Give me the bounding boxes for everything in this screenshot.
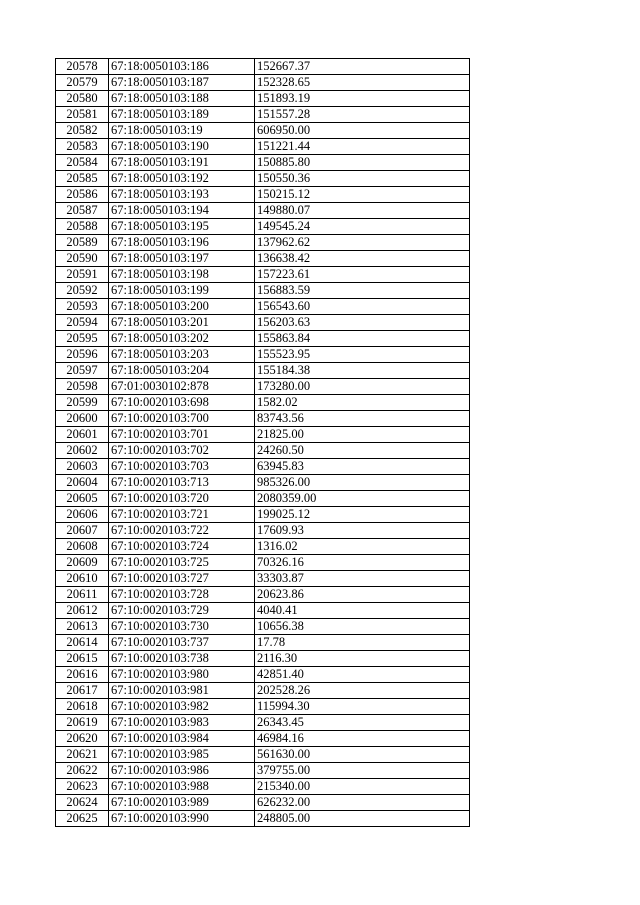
cadastral-value-cell: 20623.86 [255, 587, 470, 603]
cadastral-number-cell: 67:10:0020103:698 [109, 395, 255, 411]
cadastral-value-cell: 202528.26 [255, 683, 470, 699]
cadastral-value-cell: 157223.61 [255, 267, 470, 283]
row-number-cell: 20586 [56, 187, 109, 203]
row-number-cell: 20583 [56, 139, 109, 155]
cadastral-value-cell: 152328.65 [255, 75, 470, 91]
cadastral-number-cell: 67:10:0020103:701 [109, 427, 255, 443]
cadastral-value-cell: 17.78 [255, 635, 470, 651]
row-number-cell: 20581 [56, 107, 109, 123]
cadastral-number-cell: 67:10:0020103:738 [109, 651, 255, 667]
table-row [56, 651, 470, 667]
cadastral-value-cell: 379755.00 [255, 763, 470, 779]
table-row [56, 107, 470, 123]
cadastral-value-cell: 150550.36 [255, 171, 470, 187]
cadastral-value-cell: 150215.12 [255, 187, 470, 203]
cadastral-value-cell: 2116.30 [255, 651, 470, 667]
row-number-cell: 20619 [56, 715, 109, 731]
cadastral-number-cell: 67:18:0050103:194 [109, 203, 255, 219]
row-number-cell: 20594 [56, 315, 109, 331]
cadastral-number-cell: 67:18:0050103:200 [109, 299, 255, 315]
table-row [56, 299, 470, 315]
cadastral-number-cell: 67:10:0020103:703 [109, 459, 255, 475]
table-row [56, 715, 470, 731]
table-row [56, 667, 470, 683]
cadastral-number-cell: 67:18:0050103:204 [109, 363, 255, 379]
cadastral-number-cell: 67:10:0020103:988 [109, 779, 255, 795]
cadastral-value-cell: 248805.00 [255, 811, 470, 827]
cadastral-number-cell: 67:10:0020103:722 [109, 523, 255, 539]
cadastral-number-cell: 67:10:0020103:982 [109, 699, 255, 715]
row-number-cell: 20604 [56, 475, 109, 491]
cadastral-value-cell: 33303.87 [255, 571, 470, 587]
row-number-cell: 20621 [56, 747, 109, 763]
table-row [56, 539, 470, 555]
table-row [56, 811, 470, 827]
row-number-cell: 20612 [56, 603, 109, 619]
cadastral-number-cell: 67:10:0020103:737 [109, 635, 255, 651]
row-number-cell: 20617 [56, 683, 109, 699]
cadastral-value-cell: 626232.00 [255, 795, 470, 811]
cadastral-number-cell: 67:10:0020103:728 [109, 587, 255, 603]
row-number-cell: 20592 [56, 283, 109, 299]
cadastral-number-cell: 67:10:0020103:730 [109, 619, 255, 635]
cadastral-number-cell: 67:10:0020103:721 [109, 507, 255, 523]
table-row [56, 155, 470, 171]
table-row [56, 427, 470, 443]
table-row [56, 283, 470, 299]
row-number-cell: 20614 [56, 635, 109, 651]
cadastral-value-cell: 42851.40 [255, 667, 470, 683]
cadastral-value-cell: 606950.00 [255, 123, 470, 139]
cadastral-number-cell: 67:10:0020103:983 [109, 715, 255, 731]
cadastral-number-cell: 67:10:0020103:713 [109, 475, 255, 491]
table-row [56, 795, 470, 811]
table-row [56, 347, 470, 363]
cadastral-value-cell: 115994.30 [255, 699, 470, 715]
cadastral-number-cell: 67:10:0020103:720 [109, 491, 255, 507]
row-number-cell: 20587 [56, 203, 109, 219]
cadastral-value-cell: 215340.00 [255, 779, 470, 795]
table-row [56, 395, 470, 411]
cadastral-number-cell: 67:10:0020103:990 [109, 811, 255, 827]
table-row [56, 763, 470, 779]
row-number-cell: 20606 [56, 507, 109, 523]
table-row [56, 475, 470, 491]
row-number-cell: 20597 [56, 363, 109, 379]
table-row [56, 91, 470, 107]
cadastral-value-cell: 4040.41 [255, 603, 470, 619]
table-row [56, 635, 470, 651]
cadastral-number-cell: 67:18:0050103:192 [109, 171, 255, 187]
cadastral-value-cell: 151893.19 [255, 91, 470, 107]
cadastral-number-cell: 67:10:0020103:986 [109, 763, 255, 779]
cadastral-value-cell: 136638.42 [255, 251, 470, 267]
row-number-cell: 20620 [56, 731, 109, 747]
row-number-cell: 20607 [56, 523, 109, 539]
row-number-cell: 20578 [56, 59, 109, 75]
table-row [56, 443, 470, 459]
cadastral-number-cell: 67:18:0050103:187 [109, 75, 255, 91]
cadastral-value-cell: 46984.16 [255, 731, 470, 747]
row-number-cell: 20608 [56, 539, 109, 555]
row-number-cell: 20598 [56, 379, 109, 395]
row-number-cell: 20623 [56, 779, 109, 795]
cadastral-value-cell: 63945.83 [255, 459, 470, 475]
cadastral-number-cell: 67:18:0050103:193 [109, 187, 255, 203]
cadastral-value-cell: 26343.45 [255, 715, 470, 731]
cadastral-value-cell: 985326.00 [255, 475, 470, 491]
row-number-cell: 20602 [56, 443, 109, 459]
row-number-cell: 20609 [56, 555, 109, 571]
cadastral-value-cell: 156543.60 [255, 299, 470, 315]
row-number-cell: 20605 [56, 491, 109, 507]
table-row [56, 491, 470, 507]
row-number-cell: 20601 [56, 427, 109, 443]
table-row [56, 411, 470, 427]
cadastral-value-cell: 561630.00 [255, 747, 470, 763]
cadastral-number-cell: 67:18:0050103:191 [109, 155, 255, 171]
table-row [56, 363, 470, 379]
table-row [56, 123, 470, 139]
row-number-cell: 20611 [56, 587, 109, 603]
table-row [56, 187, 470, 203]
table-row [56, 587, 470, 603]
cadastral-number-cell: 67:18:0050103:189 [109, 107, 255, 123]
cadastral-number-cell: 67:10:0020103:984 [109, 731, 255, 747]
cadastral-value-cell: 149545.24 [255, 219, 470, 235]
table-row [56, 171, 470, 187]
cadastral-number-cell: 67:18:0050103:202 [109, 331, 255, 347]
table-row [56, 747, 470, 763]
row-number-cell: 20596 [56, 347, 109, 363]
cadastral-number-cell: 67:18:0050103:196 [109, 235, 255, 251]
cadastral-number-cell: 67:18:0050103:199 [109, 283, 255, 299]
row-number-cell: 20610 [56, 571, 109, 587]
cadastral-value-cell: 83743.56 [255, 411, 470, 427]
table-row [56, 235, 470, 251]
cadastral-number-cell: 67:01:0030102:878 [109, 379, 255, 395]
table-row [56, 459, 470, 475]
row-number-cell: 20593 [56, 299, 109, 315]
table-row [56, 331, 470, 347]
cadastral-number-cell: 67:18:0050103:188 [109, 91, 255, 107]
row-number-cell: 20625 [56, 811, 109, 827]
cadastral-number-cell: 67:18:0050103:195 [109, 219, 255, 235]
table-row [56, 139, 470, 155]
table-row [56, 59, 470, 75]
table-row [56, 251, 470, 267]
table-row [56, 699, 470, 715]
cadastral-number-cell: 67:10:0020103:729 [109, 603, 255, 619]
table-row [56, 683, 470, 699]
cadastral-number-cell: 67:18:0050103:197 [109, 251, 255, 267]
cadastral-value-cell: 152667.37 [255, 59, 470, 75]
table-row [56, 507, 470, 523]
cadastral-value-cell: 155863.84 [255, 331, 470, 347]
table-row [56, 571, 470, 587]
cadastral-number-cell: 67:10:0020103:700 [109, 411, 255, 427]
row-number-cell: 20580 [56, 91, 109, 107]
cadastral-value-cell: 156883.59 [255, 283, 470, 299]
cadastral-value-cell: 155523.95 [255, 347, 470, 363]
cadastral-value-cell: 137962.62 [255, 235, 470, 251]
cadastral-number-cell: 67:10:0020103:724 [109, 539, 255, 555]
cadastral-value-cell: 173280.00 [255, 379, 470, 395]
row-number-cell: 20599 [56, 395, 109, 411]
row-number-cell: 20603 [56, 459, 109, 475]
table-row [56, 555, 470, 571]
table-row [56, 203, 470, 219]
cadastral-value-cell: 199025.12 [255, 507, 470, 523]
table-row [56, 75, 470, 91]
cadastral-value-cell: 70326.16 [255, 555, 470, 571]
row-number-cell: 20624 [56, 795, 109, 811]
row-number-cell: 20582 [56, 123, 109, 139]
cadastral-number-cell: 67:18:0050103:186 [109, 59, 255, 75]
cadastral-value-cell: 151557.28 [255, 107, 470, 123]
row-number-cell: 20589 [56, 235, 109, 251]
row-number-cell: 20588 [56, 219, 109, 235]
cadastral-number-cell: 67:18:0050103:203 [109, 347, 255, 363]
row-number-cell: 20616 [56, 667, 109, 683]
cadastral-value-cell: 1316.02 [255, 539, 470, 555]
row-number-cell: 20591 [56, 267, 109, 283]
cadastral-value-cell: 155184.38 [255, 363, 470, 379]
row-number-cell: 20584 [56, 155, 109, 171]
cadastral-number-cell: 67:10:0020103:981 [109, 683, 255, 699]
cadastral-number-cell: 67:18:0050103:19 [109, 123, 255, 139]
cadastral-number-cell: 67:10:0020103:985 [109, 747, 255, 763]
table-row [56, 603, 470, 619]
row-number-cell: 20622 [56, 763, 109, 779]
cadastral-number-cell: 67:10:0020103:702 [109, 443, 255, 459]
row-number-cell: 20618 [56, 699, 109, 715]
table-row [56, 267, 470, 283]
table-body [56, 59, 470, 827]
table-row [56, 731, 470, 747]
table-row [56, 523, 470, 539]
row-number-cell: 20595 [56, 331, 109, 347]
row-number-cell: 20579 [56, 75, 109, 91]
row-number-cell: 20615 [56, 651, 109, 667]
cadastral-value-cell: 150885.80 [255, 155, 470, 171]
table-row [56, 219, 470, 235]
row-number-cell: 20585 [56, 171, 109, 187]
table-row [56, 379, 470, 395]
cadastral-value-cell: 24260.50 [255, 443, 470, 459]
row-number-cell: 20613 [56, 619, 109, 635]
cadastral-number-cell: 67:18:0050103:201 [109, 315, 255, 331]
row-number-cell: 20590 [56, 251, 109, 267]
cadastral-value-cell: 149880.07 [255, 203, 470, 219]
cadastral-value-cell: 151221.44 [255, 139, 470, 155]
cadastral-value-cell: 10656.38 [255, 619, 470, 635]
table-row [56, 619, 470, 635]
cadastral-number-cell: 67:10:0020103:989 [109, 795, 255, 811]
cadastral-value-cell: 21825.00 [255, 427, 470, 443]
cadastral-number-cell: 67:10:0020103:727 [109, 571, 255, 587]
cadastral-value-table [55, 58, 470, 827]
row-number-cell: 20600 [56, 411, 109, 427]
cadastral-number-cell: 67:18:0050103:190 [109, 139, 255, 155]
cadastral-value-cell: 156203.63 [255, 315, 470, 331]
cadastral-value-cell: 17609.93 [255, 523, 470, 539]
cadastral-value-cell: 1582.02 [255, 395, 470, 411]
table-row [56, 779, 470, 795]
cadastral-number-cell: 67:18:0050103:198 [109, 267, 255, 283]
cadastral-number-cell: 67:10:0020103:725 [109, 555, 255, 571]
cadastral-value-cell: 2080359.00 [255, 491, 470, 507]
cadastral-number-cell: 67:10:0020103:980 [109, 667, 255, 683]
table-row [56, 315, 470, 331]
